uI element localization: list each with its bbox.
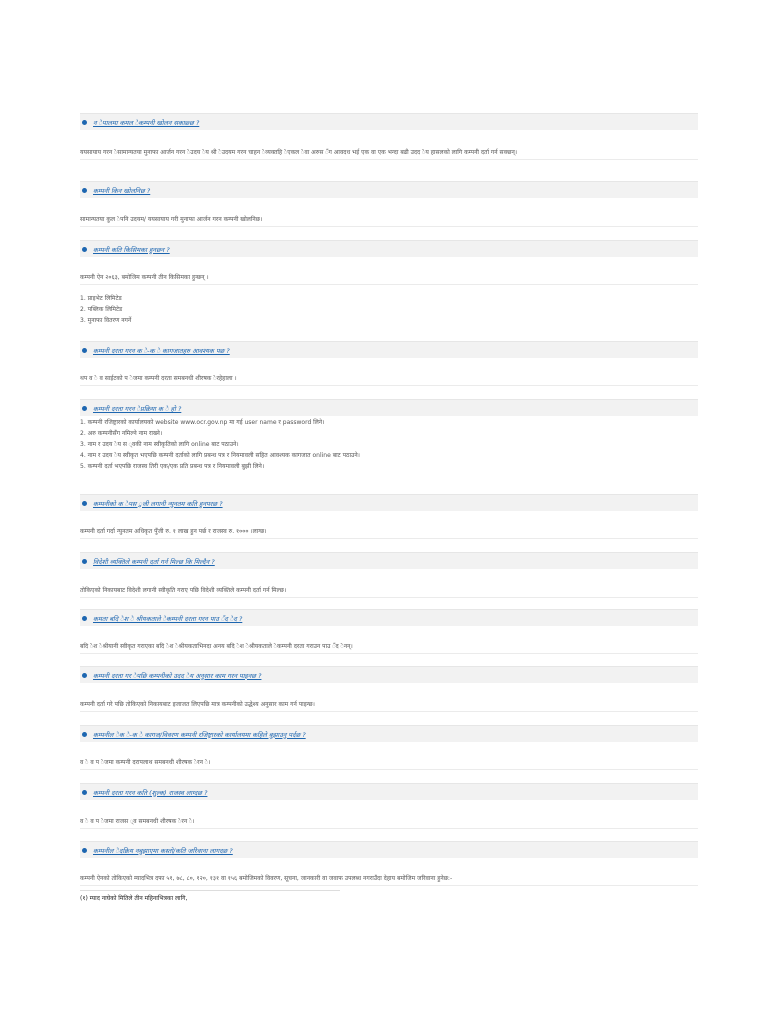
faq-answer: व े व प ेजमा कम्पनी दरापलाथ समबनधी शीरषक ेरन े। xyxy=(80,758,698,770)
faq-item xyxy=(80,552,698,598)
faq-item xyxy=(80,494,698,539)
faq-question[interactable] xyxy=(80,494,698,511)
faq-question-text[interactable]: कम्पनी दरता गरन क े-क े कागजातहरु आवश्यक पछ ? xyxy=(93,346,230,355)
bullet-icon xyxy=(82,616,87,621)
list-item: 4. नाम र उदय ेय स्वीकृत भएपछि कम्पनी दर्ताको लागि प्रबन्ध पत्र र नियमावली सहित आवश्यक कागजात online बाट पठाउने। xyxy=(80,452,360,459)
faq-question-text[interactable]: कम्पनी कति किसिमका हुनछन ? xyxy=(93,245,170,254)
faq-question-text[interactable]: कमता बदि ेश े श्रीयकताले ेकम्पनी दरता गरन पाउ ँद ेद ? xyxy=(93,614,243,623)
list-item: 1. कम्पनी रजिष्ट्रारको कार्यालयको website www.ocr.gov.np मा गई user name र password लिने। xyxy=(80,419,325,426)
faq-answer: व े व प ेजमा राजस ्व समबनधी शीरषक ेरन े। xyxy=(80,817,698,829)
faq-item xyxy=(80,725,698,770)
faq-question-text[interactable]: कम्पनील ेदक्रिय नबुझाएमा कस्तो/कति जरिवाना लागदछ ? xyxy=(93,846,233,855)
bullet-icon xyxy=(82,348,87,353)
faq-question[interactable] xyxy=(80,666,698,683)
faq-item xyxy=(80,399,698,472)
list-item: 1. प्राइभेट लिमिटेड xyxy=(80,295,122,302)
faq-question-text[interactable]: कम्पनील ेक े-क े कागज/विवरण कम्पनी रजिष्ट्रारको कार्यालयमा कहिले बुझाउनु पर्दछ ? xyxy=(93,730,306,739)
faq-question[interactable] xyxy=(80,552,698,569)
faq-answer: कम्पनी ऐन २०६३, बमोजिम कम्पनी तीन किसिमका हुन्छन् । xyxy=(80,273,698,285)
faq-item xyxy=(80,783,698,829)
faq-question[interactable] xyxy=(80,399,698,416)
faq-question-text[interactable]: कम्पनी किन खोलनिछ ? xyxy=(93,186,151,195)
faq-item xyxy=(80,666,698,712)
bullet-icon xyxy=(82,406,87,411)
faq-question[interactable] xyxy=(80,341,698,358)
bullet-icon xyxy=(82,501,87,506)
faq-answer: बदि ेश ेश्रीयानी स्वीकृत गराएका बदि ेश ेश्रीयकताभिनदा अनय बदि ेश ेश्रीयकताले ेकम्पनी दरता गराउन पाउ ँद ेनन्। xyxy=(80,642,698,654)
faq-item xyxy=(80,341,698,386)
faq-question-text[interactable]: कम्पनी दरता गरन ेप्रक्रिया क े हो ? xyxy=(93,404,182,413)
list-item: 3. नाम र उदय ेय स ्वकी नाम स्वीकृतिको लागि online बाट पठाउने। xyxy=(80,441,239,448)
faq-question[interactable] xyxy=(80,113,698,130)
bullet-icon xyxy=(82,732,87,737)
bullet-icon xyxy=(82,559,87,564)
bullet-icon xyxy=(82,790,87,795)
faq-question[interactable] xyxy=(80,783,698,800)
list-item: 2. अरु कम्पनीसँग नमिल्ने नाम राख्ने। xyxy=(80,430,163,437)
bullet-icon xyxy=(82,848,87,853)
process-step-list xyxy=(80,417,698,472)
faq-question[interactable] xyxy=(80,240,698,257)
faq-question[interactable] xyxy=(80,725,698,742)
faq-answer: सामान्यतया कुल ेपनि उदयम/ ययसायाय गरी मुनाफा आर्जन गरन कम्पनी खोलनिछ। xyxy=(80,215,698,227)
faq-answer: कम्पनी दर्ता गर्दा न्युनतम अधिकृत पुँजी रु. १ लाख हुन पर्छ र राजस्व रु. १००० ।लाग्छ। xyxy=(80,527,698,539)
faq-question-text[interactable]: न ेपालमा कमल ेकम्पनी खोलन सकाछ्छ ? xyxy=(93,118,200,127)
bullet-icon xyxy=(82,188,87,193)
faq-answer: कम्पनी ऐनको तोकिएको म्यादभित्र दफा ५१, ७८, ८०, १२०, १३१ वा १५६ बमोजिमको विवरण, सूचना, जानकारी वा जवाफ उपलब्ध नगराउँदा देहाय बमोजिम जरिवाना हुनेछ:- xyxy=(80,874,698,886)
faq-answer: थप व े व साईटको प ेजमा कम्पनी दरता समबनधी शीरषक ेरहेहाला । xyxy=(80,374,698,386)
penalty-clause: (१) म्याद नाघेको मितिले तीन महिनाभित्रका लागि, xyxy=(80,895,188,902)
faq-question-text[interactable]: कम्पनीको क ेपस ुजी लगानी न्युनतम कति हुनपरछ ? xyxy=(93,499,223,508)
list-item: 5. कम्पनी दर्ता भएपछि राजस्व तिरी एक/एक प्रति प्रबन्ध पत्र र नियमावली बुझी लिने। xyxy=(80,463,265,470)
bullet-icon xyxy=(82,120,87,125)
faq-item xyxy=(80,240,698,326)
bullet-icon xyxy=(82,673,87,678)
list-item: 2. पब्लिक लिमिटेड xyxy=(80,306,123,313)
faq-answer: तोकिएको निकायबाट विदेशी लगानी स्वीकृति गराए पछि विदेशी व्यक्तिले कम्पनी दर्ता गर्न मिल्छ। xyxy=(80,586,698,598)
faq-question-text[interactable]: विदेशी व्यक्तिले कम्पनी दर्ता गर्न मिल्छ कि मिल्दैन ? xyxy=(93,557,215,566)
faq-item xyxy=(80,609,698,654)
faq-question[interactable] xyxy=(80,181,698,198)
faq-item xyxy=(80,841,698,902)
list-item: 3. मुनाफा वितरण नगर्ने xyxy=(80,317,132,324)
faq-answer: ययसायाय गरन ेसामान्यतया मुनाफा आर्जन गरन ेउदय ेय श्री ेउदयम गरन चाहन ेव्यक्तहि ेएकल ेवा अरुस ँग आवदध भई एक वा एक भन्दा बढी उदद ेय हासलको लागि कम्पनी दर्ता गर्न सक्छन्। xyxy=(80,148,698,160)
faq-question-text[interactable]: कम्पनी दरता गरन कति (शुल्क) राजस्व लाग्दछ ? xyxy=(93,788,208,797)
faq-answer: कम्पनी दर्ता गरे पछि तोकिएको निकायबाट इजाजत लिएपछि मात्र कम्पनीको उद्धेश्य अनुसार काम गर्न पाइन्छ। xyxy=(80,700,698,712)
faq-question-text[interactable]: कम्पनी दरता गर ेपछि कम्पनीको उदद ेय अनुसार काम गरन पाइनछ ? xyxy=(93,671,262,680)
faq-item xyxy=(80,181,698,227)
faq-question[interactable] xyxy=(80,609,698,626)
faq-item xyxy=(80,113,698,160)
company-type-list xyxy=(80,293,698,326)
faq-question[interactable] xyxy=(80,841,698,858)
bullet-icon xyxy=(82,247,87,252)
divider xyxy=(80,890,340,891)
